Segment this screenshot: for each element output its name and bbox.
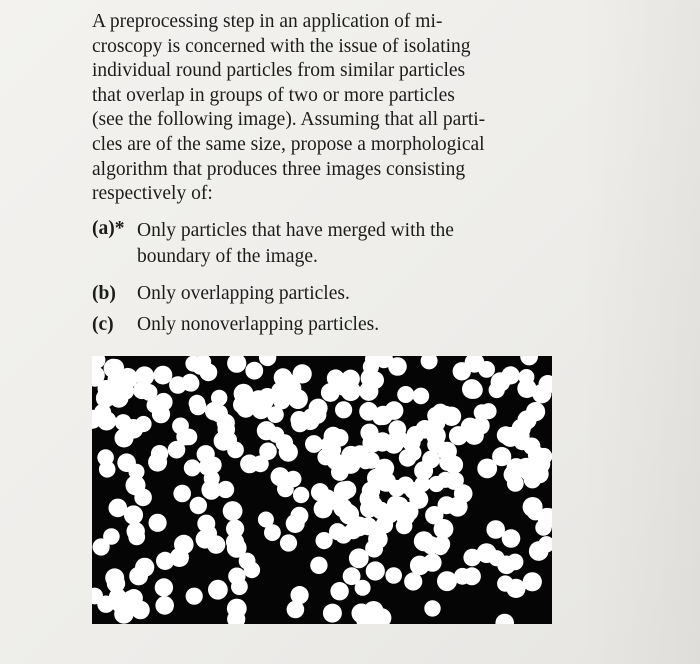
particle [285,471,302,488]
part-line: Only particles that have merged with the [137,220,454,241]
particle [380,505,399,524]
part-label: (c) [92,314,114,335]
particle [190,497,207,514]
problem-line: individual round particles from similar particles [92,60,466,82]
particle [239,553,256,570]
particle [388,429,408,449]
particle [489,382,505,398]
problem-line: A preprocessing step in an application of mi- [92,11,443,32]
particle [478,361,495,378]
particle [192,357,210,375]
problem-line: algorithm that produces three images consisting [92,158,466,180]
particle [280,534,297,551]
particle [477,543,497,563]
particle [335,401,352,418]
particles-image [92,356,552,624]
particle [293,487,309,503]
particle [99,461,116,478]
particle [507,554,524,571]
particle [190,399,207,416]
particle [290,411,308,429]
particle [311,483,329,501]
particle [259,443,277,461]
part-text: Only overlapping particles. [137,283,350,304]
particle [527,504,543,520]
particle [93,538,110,555]
particles-figure [92,356,552,624]
particle [176,428,193,445]
particle [368,529,388,549]
particle [288,389,308,409]
particle [217,414,235,432]
particle [434,519,454,539]
part-text: Only nonoverlapping particles. [137,314,380,335]
particle [173,485,191,503]
particle [363,452,380,469]
particle [341,381,361,401]
particle [316,532,333,549]
particle [448,497,468,517]
particle [352,604,372,624]
particle [276,434,293,451]
particle [129,464,145,480]
problem-line: that overlap in groups of two or more particles [92,84,455,106]
particle [274,368,293,387]
particle [223,501,243,521]
problem-line: (see the following image). Assuming that all parti- [92,109,486,131]
particle [227,599,247,619]
part-b [92,283,350,305]
particle [343,567,361,585]
particle [385,567,402,584]
particle [427,407,444,424]
particle [413,388,430,405]
problem-line: respectively of: [92,183,213,205]
particle [264,524,281,541]
particle [454,568,471,585]
particle [211,390,227,406]
particle [472,417,490,435]
particle [104,359,123,378]
particle [149,514,167,532]
part-line: boundary of the image. [137,246,318,267]
particle [400,502,419,521]
particle [186,588,203,605]
particle [388,357,407,376]
particle [424,600,440,616]
particle [127,522,145,540]
particle [94,404,111,421]
particle [125,589,143,607]
particle [286,514,305,533]
particle [147,397,163,413]
particle [231,578,248,595]
particle [422,451,440,469]
particle [529,541,549,561]
particle [196,530,215,549]
particle [114,604,133,623]
particle [208,580,228,600]
particle [512,419,531,438]
particle [310,557,327,574]
particle [155,596,174,615]
particle [327,369,345,387]
part-text [137,218,454,270]
particle [109,588,126,605]
particle [502,366,520,384]
particle [480,403,496,419]
particle [437,571,457,591]
particle [154,366,173,385]
particle [291,586,309,604]
particle [183,375,200,392]
part-c [92,314,380,336]
particle [184,459,201,476]
particle [314,499,333,518]
particle [414,531,434,551]
particle [170,548,189,567]
particle [115,429,134,448]
problem-line: croscopy is concerned with the issue of isolating [92,35,471,57]
particle [397,386,414,403]
particle [362,482,380,500]
particle [325,442,341,458]
particle [388,480,405,497]
particle [374,406,393,425]
part-label: (a)* [92,218,125,239]
particle [333,498,352,517]
particle [135,366,154,385]
particle [151,445,168,462]
particle [323,604,342,623]
particle [124,505,143,524]
particle [249,390,268,409]
particle [226,520,244,538]
particle [523,438,540,455]
particle [217,481,234,498]
particle [257,421,276,440]
particle [486,520,505,539]
problem-line: cles are of the same size, propose a morphological [92,133,485,155]
particle [448,472,464,488]
particle [205,457,222,474]
particle [506,579,525,598]
particle [366,561,385,580]
particle [507,458,526,477]
particle [405,482,422,499]
particle [410,556,430,576]
part-label: (b) [92,283,116,304]
particle [432,539,448,555]
particle [305,435,323,453]
problem-statement [92,10,532,207]
particle [330,582,348,600]
particle [532,384,551,403]
part-a [92,218,454,267]
particle [462,379,482,399]
particle [155,578,173,596]
particle [367,372,384,389]
particle [334,481,354,501]
particle [445,456,463,474]
particle [135,558,154,577]
particle [245,362,263,380]
page-shadow [580,0,700,664]
